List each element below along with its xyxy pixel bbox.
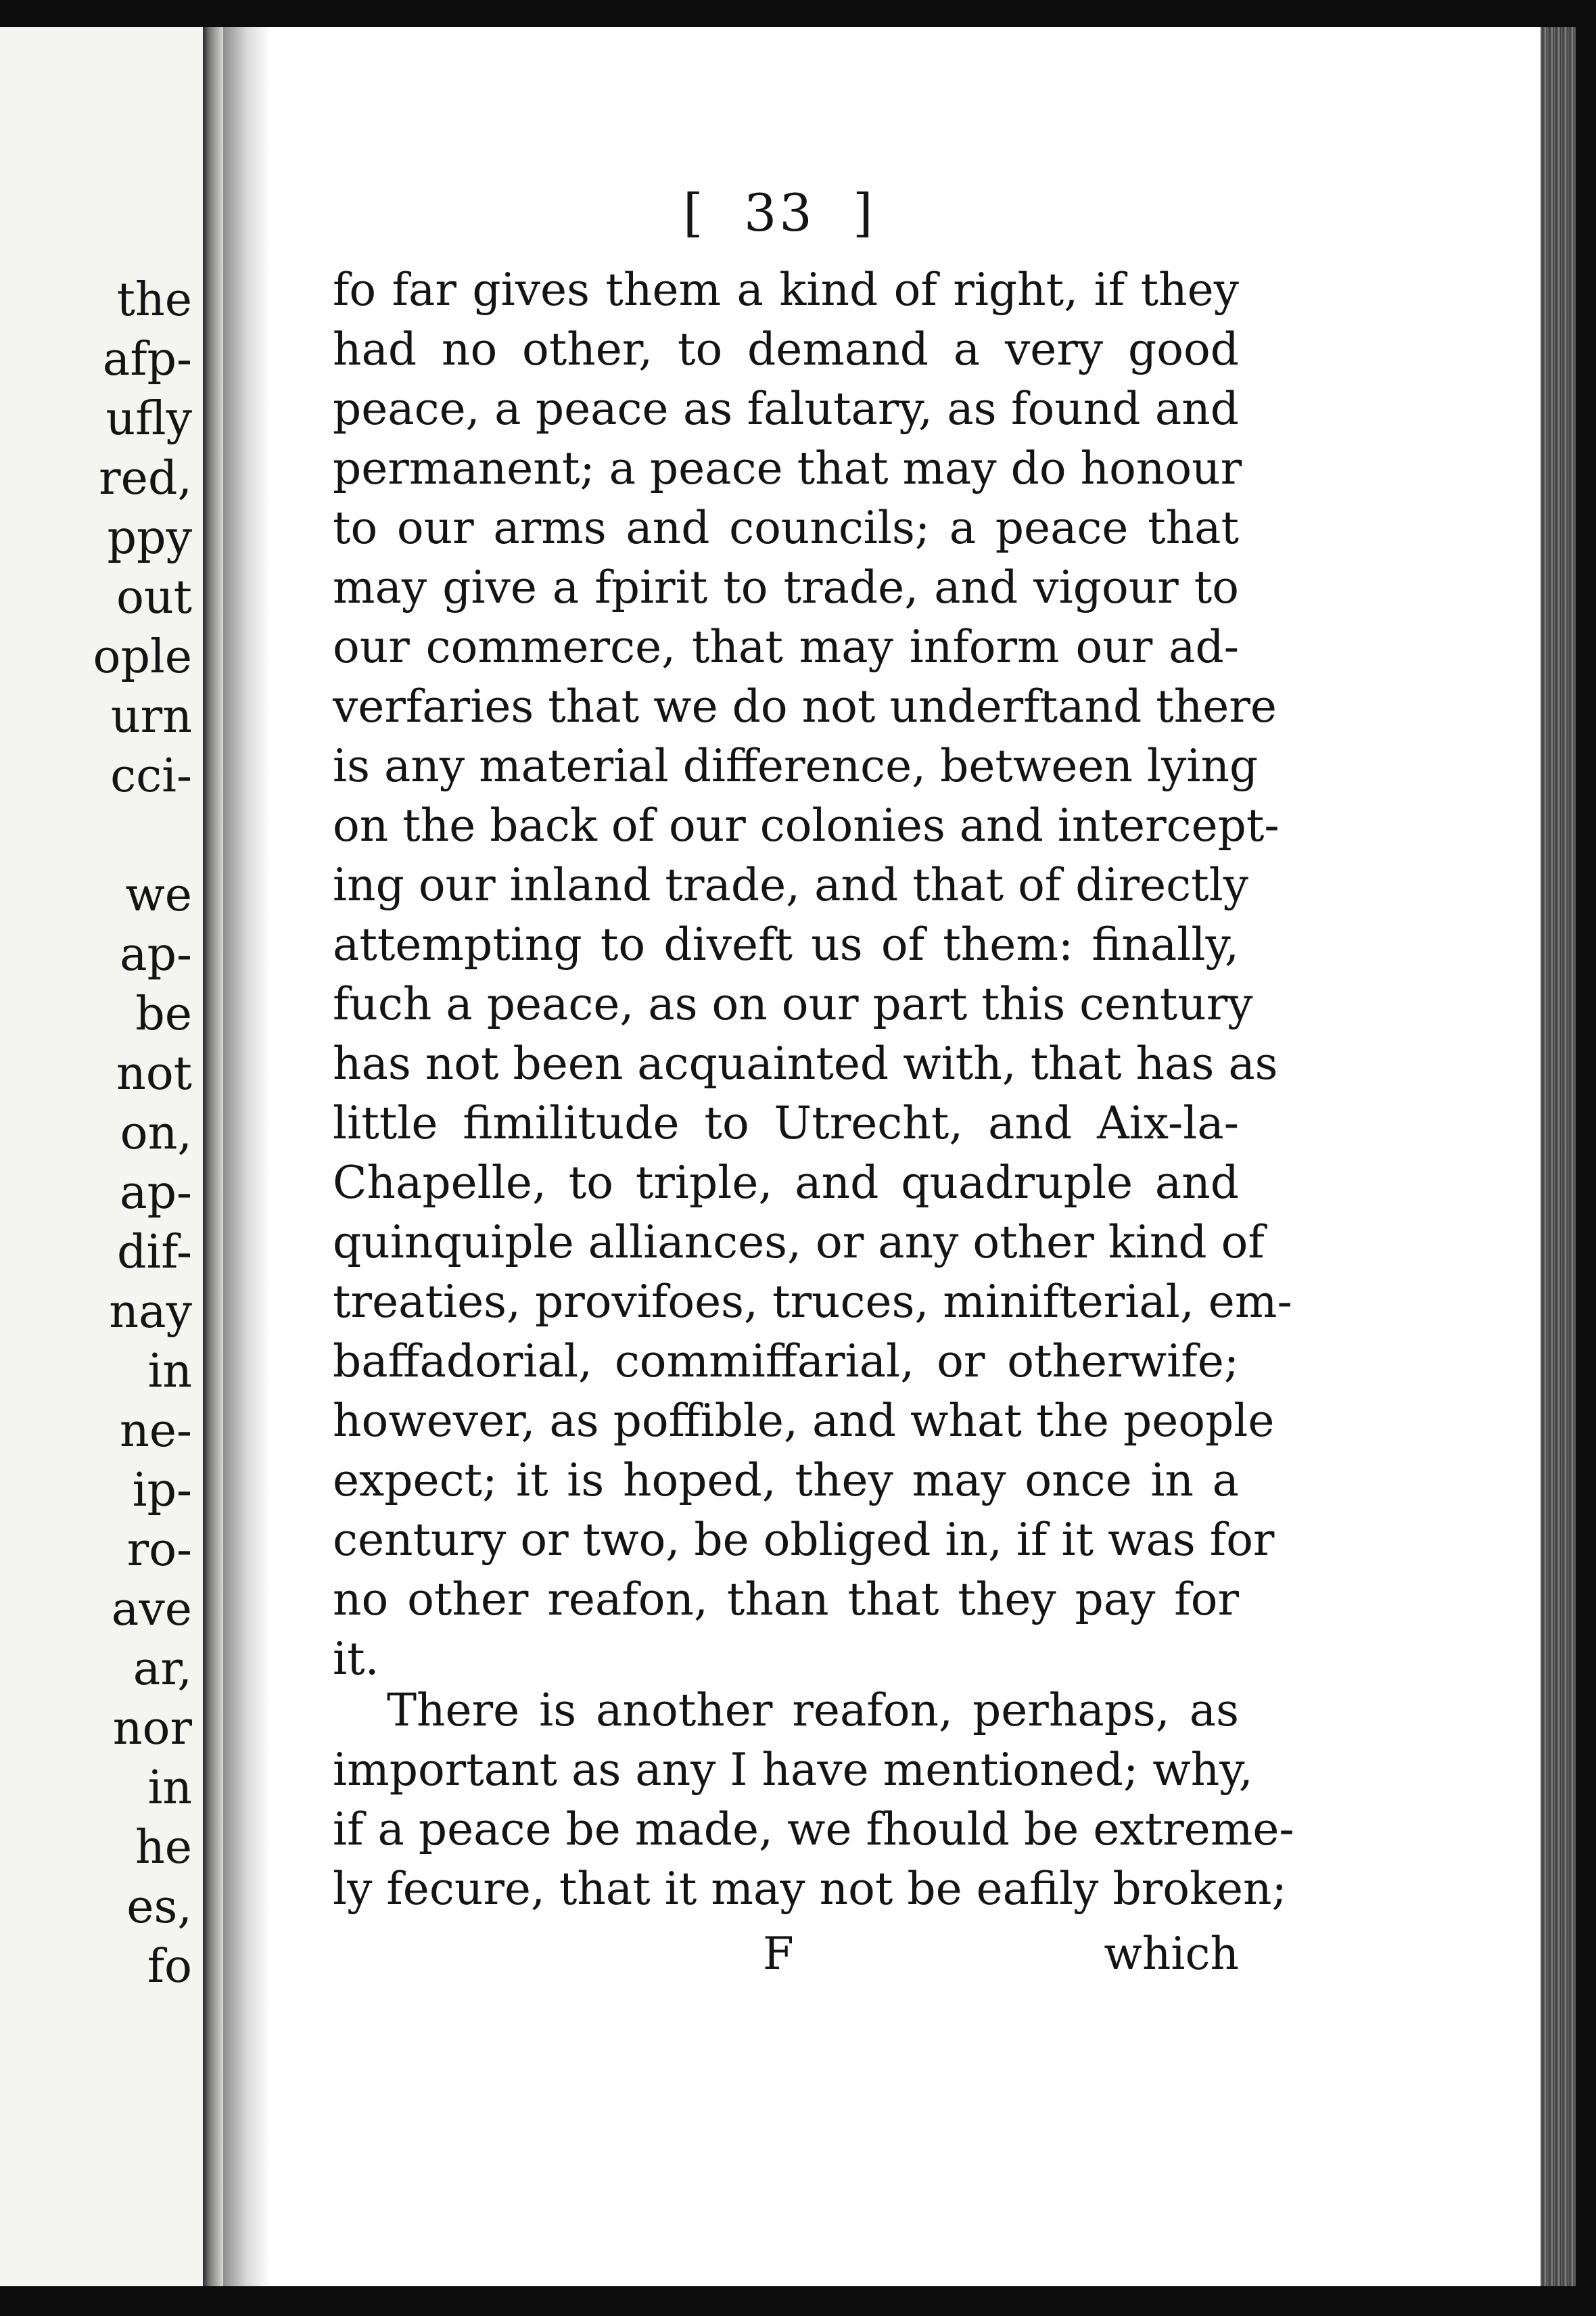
page-edges <box>1541 27 1576 2286</box>
text-line: century or two, be obliged in, if it was for <box>333 1514 1275 1566</box>
text-line: permanent; a peace that may do honour <box>333 442 1242 494</box>
text-line: had no other, to demand a very good <box>333 323 1239 375</box>
text-line: to our arms and councils; a peace that <box>333 502 1239 554</box>
left-fragment-line: on, <box>120 1107 192 1160</box>
text-line: fuch a peace, as on our part this century <box>333 978 1253 1030</box>
text-line: important as any I have mentioned; why, <box>333 1744 1253 1796</box>
text-line: treaties, provifoes, truces, minifterial, em- <box>333 1276 1292 1328</box>
left-fragment-line: ap- <box>119 1166 192 1220</box>
left-fragment-line: we <box>125 868 192 922</box>
text-line: has not been acquainted with, that has as <box>333 1038 1278 1090</box>
right-page-gutter <box>223 27 271 2286</box>
left-fragment-line: afp- <box>102 333 192 386</box>
left-fragment-line: in <box>147 1345 192 1398</box>
left-fragment-line: out <box>116 571 192 624</box>
signature-mark: F <box>763 1928 794 1980</box>
left-fragment-line: be <box>135 988 192 1041</box>
left-fragment-line: es, <box>126 1880 192 1934</box>
text-line: There is another reafon, perhaps, as <box>387 1684 1239 1736</box>
left-fragment-line: red, <box>99 452 192 505</box>
text-line: fo far gives them a kind of right, if they <box>333 264 1239 316</box>
text-line: may give a fpirit to trade, and vigour to <box>333 561 1239 613</box>
text-line: on the back of our colonies and intercept- <box>333 800 1280 852</box>
text-line: quinquiple alliances, or any other kind of <box>333 1216 1265 1268</box>
text-line: Chapelle, to triple, and quadruple and <box>333 1157 1239 1209</box>
left-fragment-line: ar, <box>133 1642 192 1696</box>
left-fragment-line: ufly <box>105 392 192 446</box>
left-fragment-line: cci- <box>110 749 192 803</box>
left-fragment-line: ave <box>111 1583 192 1636</box>
text-line: ly fecure, that it may not be eafily broken; <box>333 1863 1287 1915</box>
left-fragment-line: ip- <box>132 1464 192 1517</box>
text-line: is any material difference, between lying <box>333 740 1259 792</box>
text-line: peace, a peace as falutary, as found and <box>333 383 1239 435</box>
text-line: no other reafon, than that they pay for <box>333 1573 1239 1625</box>
text-line: it. <box>333 1633 379 1685</box>
text-line: verfaries that we do not underftand there <box>333 680 1277 733</box>
left-fragment-line: ap- <box>119 928 192 981</box>
text-line: if a peace be made, we fhould be extreme- <box>333 1803 1294 1855</box>
left-fragment-line: he <box>135 1821 192 1874</box>
text-line: ing our inland trade, and that of directly <box>333 859 1249 911</box>
left-fragment-line: fo <box>147 1940 192 1993</box>
text-line: however, as poffible, and what the people <box>333 1395 1275 1447</box>
left-fragment-line: ro- <box>126 1523 192 1577</box>
left-fragment-line: nay <box>109 1285 192 1339</box>
text-line: baffadorial, commiffarial, or otherwife; <box>333 1335 1239 1387</box>
left-fragment-line: urn <box>110 690 192 743</box>
catchword: which <box>1104 1928 1239 1980</box>
text-line: attempting to diveft us of them: finally, <box>333 919 1239 971</box>
left-fragment-line: ppy <box>107 511 192 565</box>
left-fragment-line: in <box>147 1761 192 1815</box>
text-line: little fimilitude to Utrecht, and Aix-la- <box>333 1097 1239 1149</box>
left-fragment-line: nor <box>112 1702 192 1755</box>
text-line: our commerce, that may inform our ad- <box>333 621 1239 673</box>
left-fragment-line: not <box>116 1047 192 1101</box>
left-fragment-line: the <box>116 273 192 327</box>
left-fragment-line: dif- <box>117 1226 192 1279</box>
page-number-header: [ 33 ] <box>683 183 876 243</box>
left-fragment-line: ne- <box>119 1404 192 1458</box>
left-fragment-line: ople <box>93 630 192 684</box>
text-line: expect; it is hoped, they may once in a <box>333 1454 1239 1506</box>
